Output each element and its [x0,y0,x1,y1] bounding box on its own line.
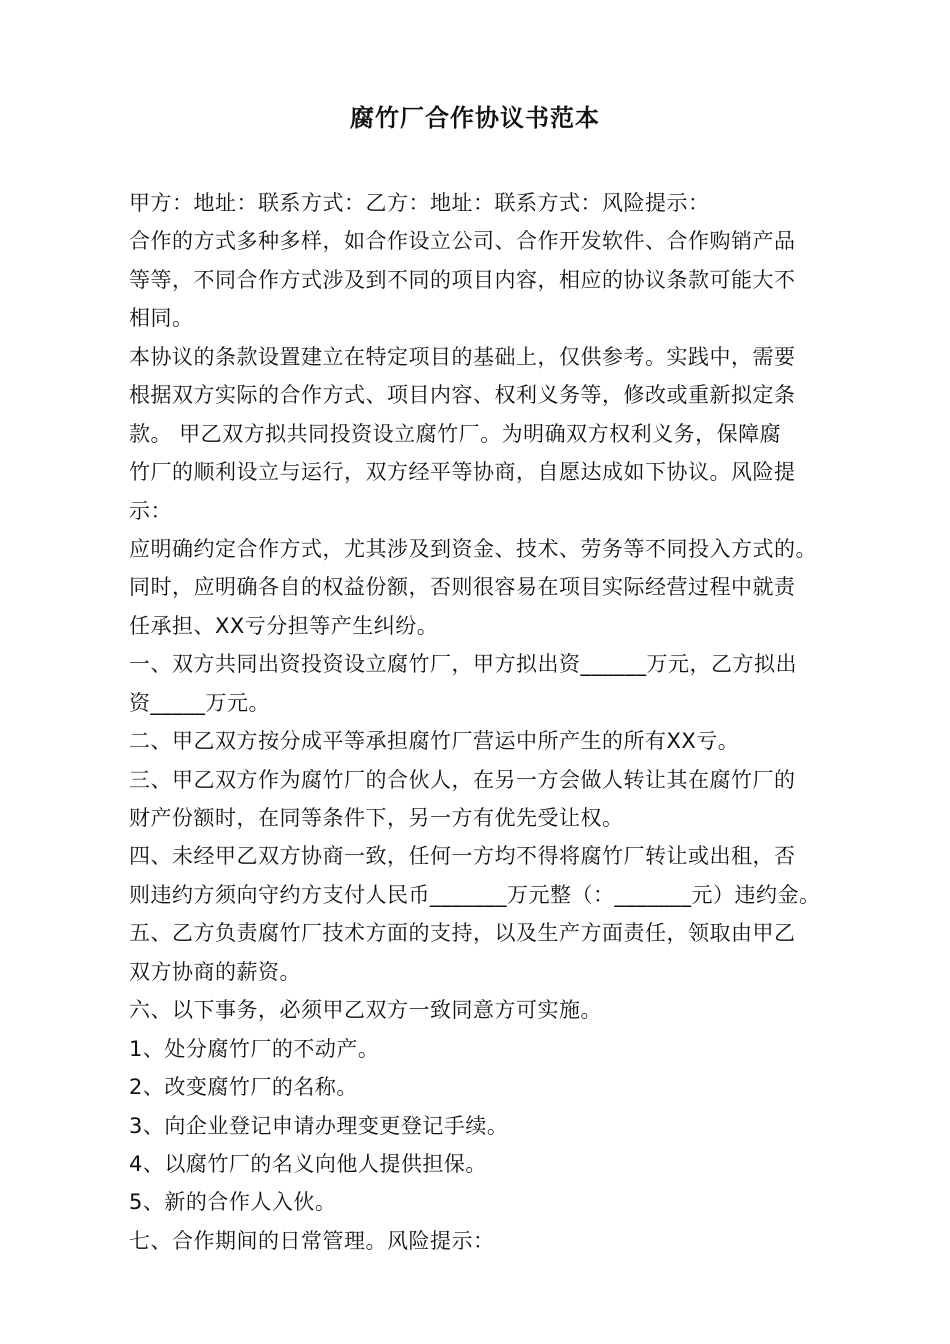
body-line: 应明确约定合作方式，尤其涉及到资金、技术、劳务等不同投入方式的。 [129,536,817,561]
clause-6-line: 六、以下事务，必须甲乙双方一致同意方可实施。 [129,998,602,1023]
clause-2-line: 二、甲乙双方按分成平等承担腐竹厂营运中所产生的所有XX亏。 [129,729,740,754]
list-item: 1、处分腐竹厂的不动产。 [129,1036,380,1061]
body-line: 甲方：地址：联系方式：乙方：地址：联系方式：风险提示： [129,191,710,215]
clause-1-line: 资_____万元。 [129,690,270,715]
clause-1-line: 一、双方共同出资投资设立腐竹厂，甲方拟出资______万元，乙方拟出 [129,652,797,677]
list-item: 3、向企业登记申请办理变更登记手续。 [129,1113,509,1138]
list-item: 5、新的合作人入伙。 [129,1190,337,1215]
clause-4-line: 则违约方须向守约方支付人民币_______万元整（：_______元）违约金。 [129,882,821,907]
clause-5-line: 双方协商的薪资。 [129,959,301,984]
clause-4-line: 四、未经甲乙双方协商一致，任何一方均不得将腐竹厂转让或出租，否 [129,844,796,869]
body-line: 根据双方实际的合作方式、项目内容、权利义务等，修改或重新拟定条 [129,383,796,408]
body-line: 示： [129,498,172,523]
document-body [129,184,859,1260]
document-title: 腐竹厂合作协议书范本 [350,104,600,132]
clause-3-line: 三、甲乙双方作为腐竹厂的合伙人，在另一方会做人转让其在腐竹厂的 [129,767,796,792]
body-line: 合作的方式多种多样，如合作设立公司、合作开发软件、合作购销产品 [129,229,796,254]
list-item: 2、改变腐竹厂的名称。 [129,1075,358,1100]
body-line: 相同。 [129,306,194,331]
list-item: 4、以腐竹厂的名义向他人提供担保。 [129,1151,487,1176]
body-line: 任承担、XX亏分担等产生纠纷。 [129,613,439,638]
body-line: 同时，应明确各自的权益份额，否则很容易在项目实际经营过程中就责 [129,575,796,600]
body-line: 款。 甲乙双方拟共同投资设立腐竹厂。为明确双方权利义务，保障腐 [129,421,782,446]
body-line: 等等，不同合作方式涉及到不同的项目内容，相应的协议条款可能大不 [129,267,796,292]
clause-5-line: 五、乙方负责腐竹厂技术方面的支持，以及生产方面责任，领取由甲乙 [129,921,796,946]
body-line: 本协议的条款设置建立在特定项目的基础上，仅供参考。实践中，需要 [129,344,796,369]
body-line: 竹厂的顺利设立与运行，双方经平等协商，自愿达成如下协议。风险提 [129,460,796,485]
clause-3-line: 财产份额时，在同等条件下，另一方有优先受让权。 [129,806,624,830]
clause-7-line: 七、合作期间的日常管理。风险提示： [129,1228,495,1253]
